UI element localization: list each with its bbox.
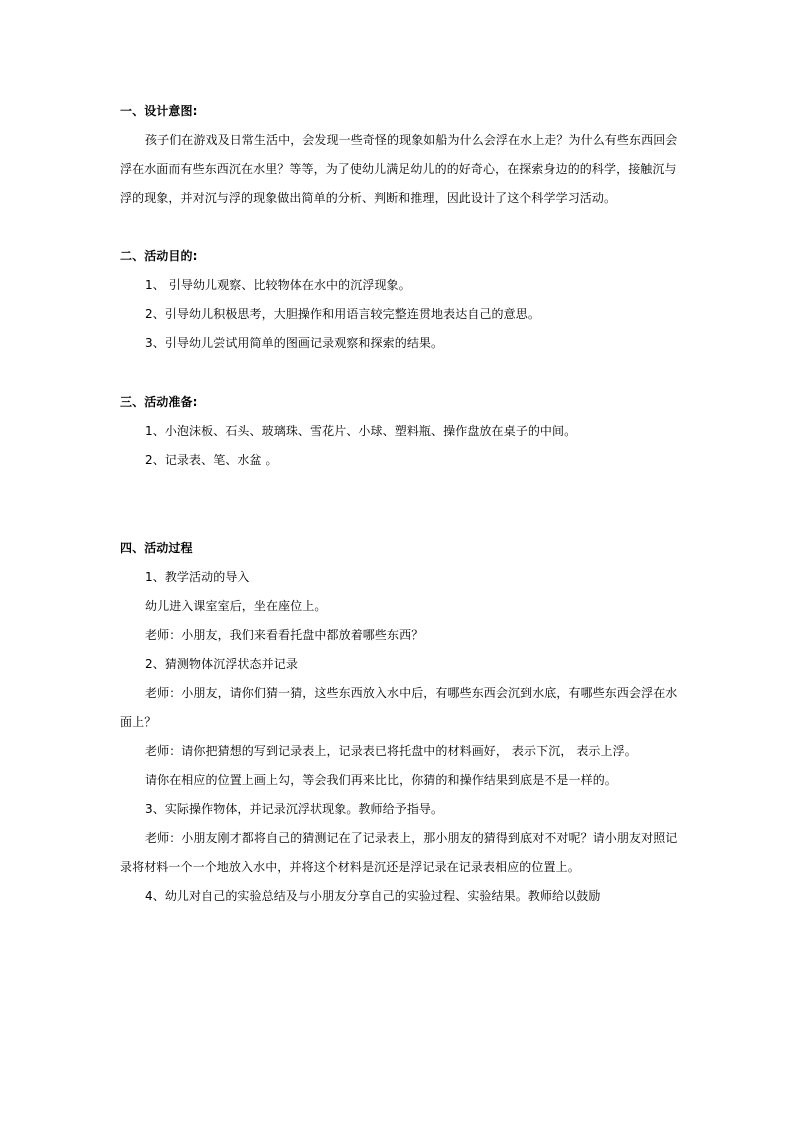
section4-line-3: 老师：小朋友，我们来看看托盘中都放着哪些东西？ [145,628,424,642]
section2-item-3: 3、引导幼儿尝试用简单的图画记录观察和探索的结果。 [145,336,444,350]
section3-item-2: 2、记录表、笔、水盆 。 [145,453,278,467]
section3-heading: 三、活动准备: [120,395,198,409]
section4-line-9: 3、实际操作物体，并记录沉浮状现象。教师给予指导。 [145,802,444,816]
section1-para-line1: 孩子们在游戏及日常生活中，会发现一些奇怪的现象如船为什么会浮在水上走？为什么有些东西回会 [145,133,678,147]
section4-line-1: 1、教学活动的导入 [145,570,250,584]
section4-line-8: 请你在相应的位置上画上勾，等会我们再来比比，你猜的和操作结果到底是不是一样的。 [145,773,617,787]
section4-line-11: 录将材料一个一个地放入水中，并将这个材料是沉还是浮记录在记录表相应的位置上。 [120,860,580,874]
section4-line-2: 幼儿进入课室室后，坐在座位上。 [145,599,327,613]
section2-item-2: 2、引导幼儿积极思考，大胆操作和用语言较完整连贯地表达自己的意思。 [145,307,540,321]
section1-heading: 一、设计意图: [120,104,198,118]
section3-item-1: 1、小泡沫板、石头、玻璃珠、雪花片、小球、塑料瓶、操作盘放在桌子的中间。 [145,424,577,438]
section4-line-4: 2、猜测物体沉浮状态并记录 [145,657,298,671]
section4-heading: 四、活动过程 [120,541,193,555]
section4-line-5: 老师：小朋友，请你们猜一猜，这些东西放入水中后，有哪些东西会沉到水底，有哪些东西会浮在水 [145,686,678,700]
section4-line-6: 面上？ [120,715,157,729]
section2-item-1: 1、 引导幼儿观察、比较物体在水中的沉浮现象。 [145,278,411,292]
section1-para-line2: 浮在水面而有些东西沉在水里？等等，为了使幼儿满足幼儿的的好奇心，在探索身边的的科学，接触沉与 [120,162,677,176]
section4-line-7: 老师：请你把猜想的写到记录表上，记录表已将托盘中的材料画好， 表示下沉， 表示上浮。 [145,744,637,758]
section4-line-10: 老师：小朋友刚才都将自己的猜测记在了记录表上，那小朋友的猜得到底对不对呢？请小朋友对照记 [145,831,678,845]
section1-para-line3: 浮的现象，并对沉与浮的现象做出简单的分析、判断和推理，因此设计了这个科学学习活动。 [120,191,617,205]
section4-line-12: 4、幼儿对自己的实验总结及与小朋友分享自己的实验过程、实验结果。教师给以鼓励 [145,889,601,903]
section2-heading: 二、活动目的: [120,249,198,263]
